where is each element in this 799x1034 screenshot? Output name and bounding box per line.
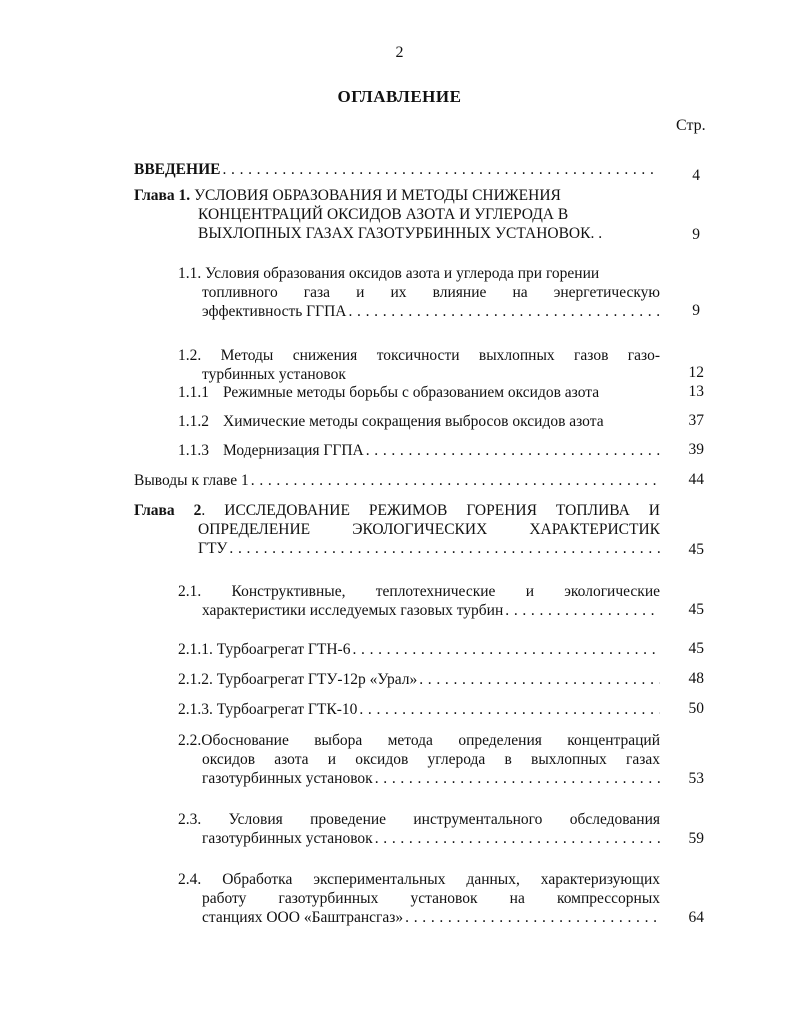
toc-entry-1-1-2 [178,412,668,431]
toc-1-1-3-num: 1.1.3 [178,442,209,459]
toc-2-1-3-page: 50 [688,700,704,717]
toc-1-1-line1: 1.1. Условия образования оксидов азота и углерода при горении [178,265,600,282]
toc-entry-2-1-1 [178,640,660,659]
toc-1-2-line2: турбинных установок [202,366,346,383]
toc-1-1-1-num: 1.1.1 [178,384,209,401]
toc-1-2-line1: 1.2. Методы снижения токсичности выхлопных газов газо- [178,347,660,364]
toc-entry-2-4 [178,870,660,927]
toc-1-1-3-text: Модернизация ГГПА [223,442,364,459]
toc-2-3-line2: газотурбинных установок [202,830,373,847]
toc-entry-2-1 [178,582,660,620]
toc-2-1-2-text: 2.1.2. Турбоагрегат ГТУ-12р «Урал» [178,671,418,688]
toc-entry-conclusions-1 [134,471,660,490]
toc-entry-2-2 [178,731,660,788]
toc-entry-1-2 [178,346,660,384]
toc-entry-chapter-1 [134,186,674,243]
toc-2-2-line1: 2.2.Обоснование выбора метода определения концентраций [178,732,660,749]
toc-2-3-line1: 2.3. Условия проведение инструментального обследования [178,811,660,828]
toc-ch1-line1: УСЛОВИЯ ОБРАЗОВАНИЯ И МЕТОДЫ СНИЖЕНИЯ [194,187,561,204]
toc-ch2-line2: ОПРЕДЕЛЕНИЕ ЭКОЛОГИЧЕСКИХ ХАРАКТЕРИСТИК [198,521,660,538]
toc-ch2-prefix: Глава 2 [134,502,202,519]
toc-ch1-prefix: Глава 1. [134,187,191,204]
toc-ch1-line2: КОНЦЕНТРАЦИЙ ОКСИДОВ АЗОТА И УГЛЕРОДА В [198,206,569,223]
toc-2-3-page: 59 [688,830,704,847]
toc-ch2-line1: . ИССЛЕДОВАНИЕ РЕЖИМОВ ГОРЕНИЯ ТОПЛИВА И [201,502,660,519]
page-title: ОГЛАВЛЕНИЕ [337,87,462,106]
toc-2-1-page: 45 [688,601,704,618]
toc-entry-intro [134,160,658,179]
toc-entry-chapter-2 [134,501,660,558]
pages-column-label: Стр. [676,117,706,134]
toc-1-1-2-num: 1.1.2 [178,413,209,430]
toc-2-2-page: 53 [688,770,704,787]
toc-intro-label: ВВЕДЕНИЕ [134,161,221,178]
toc-ch2-line3: ГТУ [198,540,228,557]
toc-2-1-2-page: 48 [688,670,704,687]
toc-entry-2-3 [178,810,660,848]
toc-2-4-page: 64 [688,909,704,926]
toc-1-1-line3: эффективность ГГПА [202,303,347,320]
toc-entry-2-1-3 [178,700,660,719]
toc-entry-1-1 [178,264,660,321]
toc-ch2-page: 45 [688,541,704,558]
toc-ch1-line3: ВЫХЛОПНЫХ ГАЗАХ ГАЗОТУРБИННЫХ УСТАНОВОК. . [198,225,603,242]
page-number: 2 [395,44,404,61]
toc-conc1-page: 44 [688,471,704,488]
toc-2-2-line3: газотурбинных установок [202,770,373,787]
toc-entry-1-1-3 [178,441,660,460]
toc-2-1-1-page: 45 [688,640,704,657]
toc-2-4-line1: 2.4. Обработка экспериментальных данных, характеризующих [178,871,660,888]
toc-1-1-1-page: 13 [688,383,704,400]
toc-2-1-3-text: 2.1.3. Турбоагрегат ГТК-10 [178,701,358,718]
toc-2-4-line3: станциях ООО «Баштрансгаз» [202,909,404,926]
toc-conc1-text: Выводы к главе 1 [134,472,249,489]
toc-1-1-page: 9 [692,302,700,319]
toc-intro-page: 4 [692,167,700,184]
toc-1-1-2-text: Химические методы сокращения выбросов оксидов азота [223,413,604,430]
toc-1-1-3-page: 39 [688,441,704,458]
toc-ch1-page: 9 [692,226,700,243]
toc-2-1-1-text: 2.1.1. Турбоагрегат ГТН-6 [178,641,351,658]
toc-2-1-line2: характеристики исследуемых газовых турбин [202,602,504,619]
toc-1-2-page: 12 [688,364,704,381]
toc-entry-1-1-1 [178,383,668,402]
toc-1-1-line2: топливного газа и их влияние на энергетическую [202,284,660,301]
toc-1-1-1-text: Режимные методы борьбы с образованием оксидов азота [223,384,600,401]
toc-2-2-line2: оксидов азота и оксидов углерода в выхлопных газах [202,751,660,768]
toc-2-4-line2: работу газотурбинных установок на компрессорных [202,890,660,907]
toc-entry-2-1-2 [178,670,660,689]
toc-2-1-line1: 2.1. Конструктивные, теплотехнические и экологические [178,583,660,600]
toc-1-1-2-page: 37 [688,412,704,429]
